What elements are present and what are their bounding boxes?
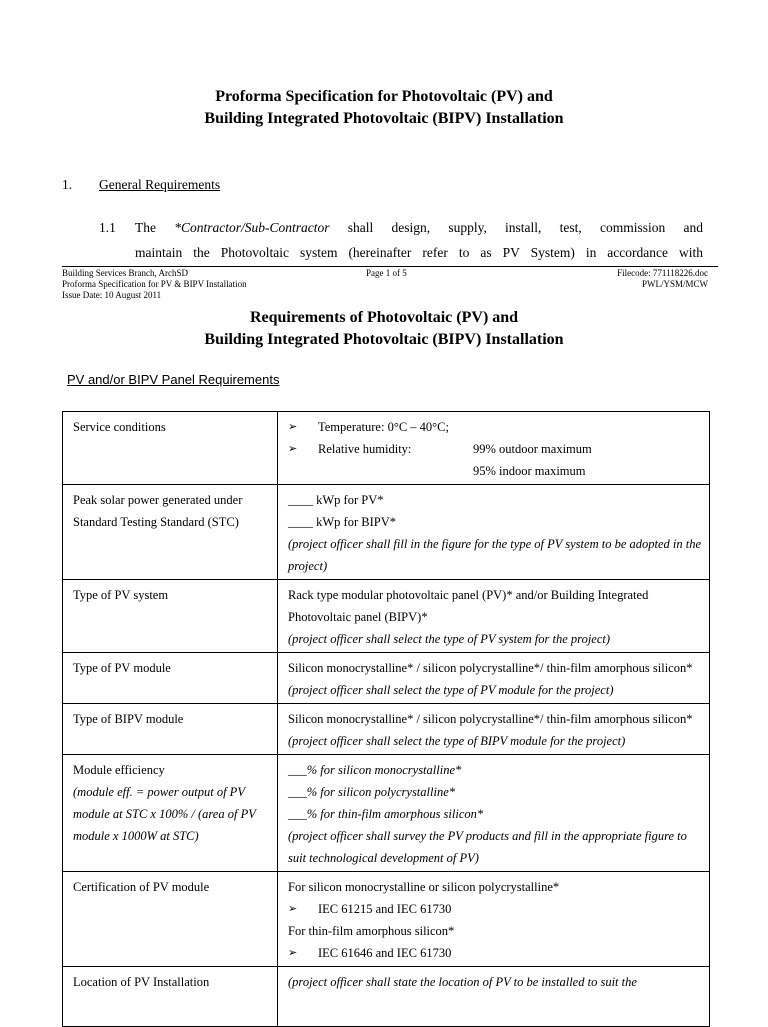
clause-number: 1.1 [99, 220, 116, 235]
footer-rule [62, 266, 718, 267]
table-row [63, 704, 710, 755]
row-value-bipv-module-type: Silicon monocrystalline* / silicon polycrystalline*/ thin-film amorphous silicon* (project officer shall select the type of BIPV module for the project) [278, 704, 710, 755]
row-label-location: Location of PV Installation [63, 967, 278, 1027]
row-label-pv-module-type: Type of PV module [63, 653, 278, 704]
bullet-arrow-icon: ➢ [288, 947, 298, 959]
table-row [63, 653, 710, 704]
footer-right: Filecode: 771118226.doc PWL/YSM/MCW [617, 268, 708, 289]
row-value-peak-power: ____ kWp for PV* ____ kWp for BIPV* (project officer shall fill in the figure for the type of PV system to be adopted in the project) [278, 485, 710, 580]
page1-title-line2: Building Integrated Photovoltaic (BIPV) Installation [204, 110, 564, 127]
panel-requirements-heading: PV and/or BIPV Panel Requirements [67, 372, 280, 387]
row-value-pv-system-type: Rack type modular photovoltaic panel (PV)* and/or Building Integrated Photovoltaic panel (BIPV)* (project officer shall select the type of PV system for the project) [278, 580, 710, 653]
section-number: 1. [62, 177, 73, 192]
bullet-arrow-icon: ➢ [288, 443, 298, 455]
page2-title-line1: Requirements of Photovoltaic (PV) and [249, 309, 519, 326]
row-label-module-efficiency: Module efficiency (module eff. = power output of PV module at STC x 100% / (area of PV module x 1000W at STC) [63, 755, 278, 872]
table-row [63, 755, 710, 872]
table-row [63, 967, 710, 1027]
row-value-location: (project officer shall state the location of PV to be installed to suit the [278, 967, 710, 1027]
row-value-service-conditions: ➢ Temperature: 0°C – 40°C; ➢ Relative humidity: 99% outdoor maximum 95% indoor maximum [278, 412, 710, 485]
page2-title-line2: Building Integrated Photovoltaic (BIPV) Installation [204, 331, 564, 348]
row-label-peak-power: Peak solar power generated under Standard Testing Standard (STC) [63, 485, 278, 580]
row-label-certification: Certification of PV module [63, 872, 278, 967]
table-row [63, 872, 710, 967]
row-label-service-conditions: Service conditions [63, 412, 278, 485]
page1-title-line1: Proforma Specification for Photovoltaic (PV) and [215, 88, 553, 105]
row-value-certification: For silicon monocrystalline or silicon polycrystalline* ➢ IEC 61215 and IEC 61730 For thin-film amorphous silicon* ➢ IEC 61646 and IEC 61730 [278, 872, 710, 967]
footer-page-number: Page 1 of 5 [366, 268, 407, 278]
row-value-module-efficiency: ___% for silicon monocrystalline* ___% for silicon polycrystalline* ___% for thin-film amorphous silicon* (project officer shall survey the PV products and fill in the appropriate figure to suit technological development of PV) [278, 755, 710, 872]
table-row [63, 412, 710, 485]
row-label-bipv-module-type: Type of BIPV module [63, 704, 278, 755]
clause-line2: maintain the Photovoltaic system (hereinafter refer to as PV System) in accordance with [135, 245, 703, 260]
row-value-pv-module-type: Silicon monocrystalline* / silicon polycrystalline*/ thin-film amorphous silicon* (project officer shall select the type of PV module for the project) [278, 653, 710, 704]
bullet-arrow-icon: ➢ [288, 421, 298, 433]
table-row [63, 580, 710, 653]
clause-line1: The *Contractor/Sub-Contractor shall design, supply, install, test, commission and [135, 220, 703, 235]
section-title: General Requirements [99, 177, 221, 192]
footer-left: Building Services Branch, ArchSD Proforma Specification for PV & BIPV Installation Issue Date: 10 August 2011 [62, 268, 247, 300]
row-label-pv-system-type: Type of PV system [63, 580, 278, 653]
requirements-table [62, 411, 710, 1027]
bullet-arrow-icon: ➢ [288, 903, 298, 915]
table-row [63, 485, 710, 580]
